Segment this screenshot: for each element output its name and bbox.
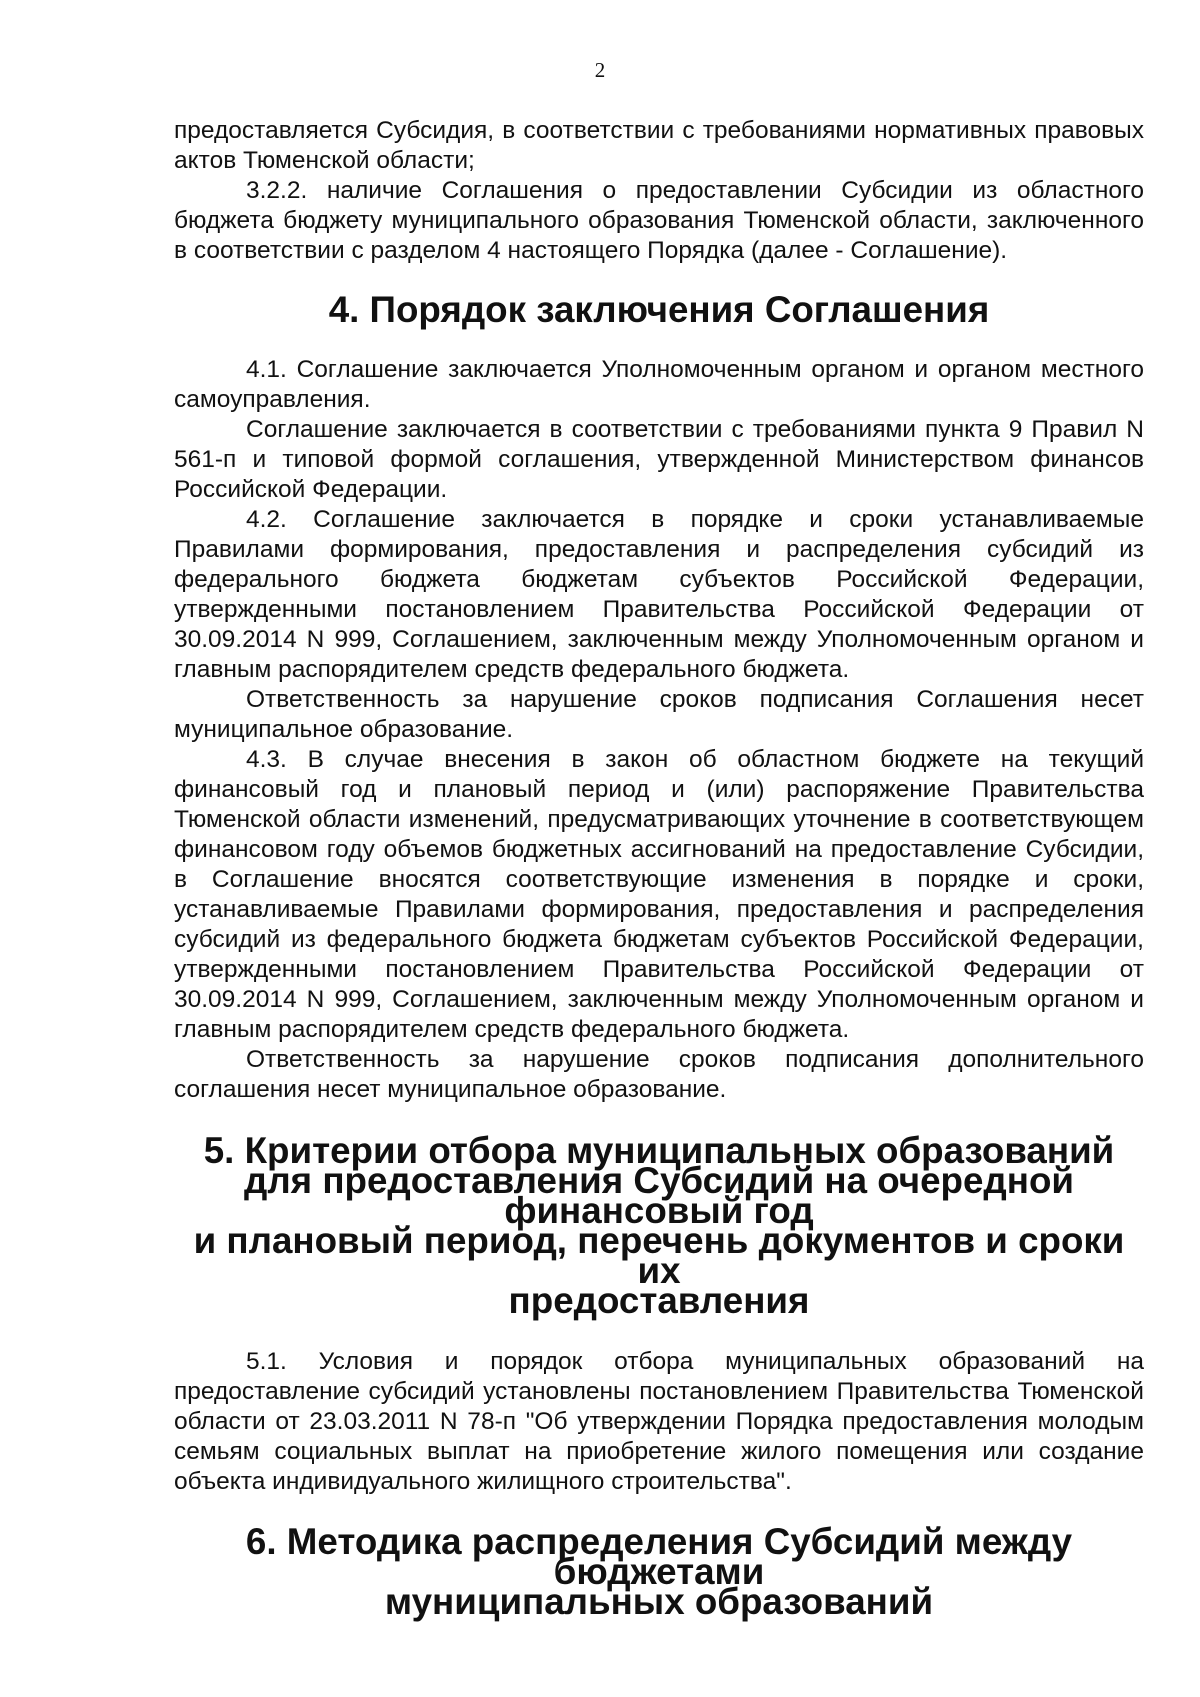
paragraph: 4.2. Соглашение заключается в порядке и сроки устанавливаемые Правилами формирования, предоставления и распределения субсидий из федерального бюджета бюджетам субъектов Российской Федерации, утвержденными постановлением Правительства Российской Федерации от 30.09.2014 N 999, Соглашением, заключенным между Уполномоченным органом и главным распорядителем средств федерального бюджета. — [174, 506, 1144, 683]
heading-line: для предоставления Субсидий на очередной финансовый год — [244, 1160, 1074, 1231]
section-heading-5 — [174, 1130, 1144, 1321]
page-number: 2 — [594, 58, 606, 82]
heading-line: и плановый период, перечень документов и сроки их — [193, 1220, 1125, 1291]
paragraph: предоставляется Субсидия, в соответствии с требованиями нормативных правовых актов Тюменской области; — [174, 117, 1144, 174]
heading-line: 6. Методика распределения Субсидий между бюджетами — [245, 1521, 1073, 1592]
paragraph: 4.3. В случае внесения в закон об областном бюджете на текущий финансовый год и плановый период и (или) распоряжение Правительства Тюменской области изменений, предусматривающих уточнение в соответствующем финансовом году объемов бюджетных ассигнований на предоставление Субсидии, в Соглашение вносятся соответствующие изменения в порядке и сроки, устанавливаемые Правилами формирования, предоставления и распределения субсидий из федерального бюджета бюджетам субъектов Российской Федерации, утвержденными постановлением Правительства Российской Федерации от 30.09.2014 N 999, Соглашением, заключенным между Уполномоченным органом и главным распорядителем средств федерального бюджета. — [174, 746, 1144, 1043]
heading-line: 5. Критерии отбора муниципальных образований — [203, 1130, 1115, 1171]
paragraph: 5.1. Условия и порядок отбора муниципальных образований на предоставление субсидий установлены постановлением Правительства Тюменской области от 23.03.2011 N 78-п "Об утверждении Порядка предоставления молодым семьям социальных выплат на приобретение жилого помещения или создание объекта индивидуального жилищного строительства". — [174, 1348, 1144, 1495]
paragraph: 3.2.2. наличие Соглашения о предоставлении Субсидии из областного бюджета бюджету муниципального образования Тюменской области, заключенного в соответствии с разделом 4 настоящего Порядка (далее - Соглашение). — [174, 177, 1144, 264]
heading-line: 4. Порядок заключения Соглашения — [328, 289, 990, 330]
document-body — [174, 116, 1144, 1622]
paragraph: Соглашение заключается в соответствии с требованиями пункта 9 Правил N 561-п и типовой формой соглашения, утвержденной Министерством финансов Российской Федерации. — [174, 416, 1144, 503]
heading-line: предоставления — [508, 1280, 810, 1321]
paragraph: Ответственность за нарушение сроков подписания дополнительного соглашения несет муниципальное образование. — [174, 1046, 1144, 1103]
paragraph: 4.1. Соглашение заключается Уполномоченным органом и органом местного самоуправления. — [174, 356, 1144, 413]
paragraph: Ответственность за нарушение сроков подписания Соглашения несет муниципальное образование. — [174, 686, 1144, 743]
heading-line: муниципальных образований — [384, 1581, 934, 1622]
section-heading-4 — [174, 289, 1144, 330]
section-heading-6 — [174, 1521, 1144, 1622]
